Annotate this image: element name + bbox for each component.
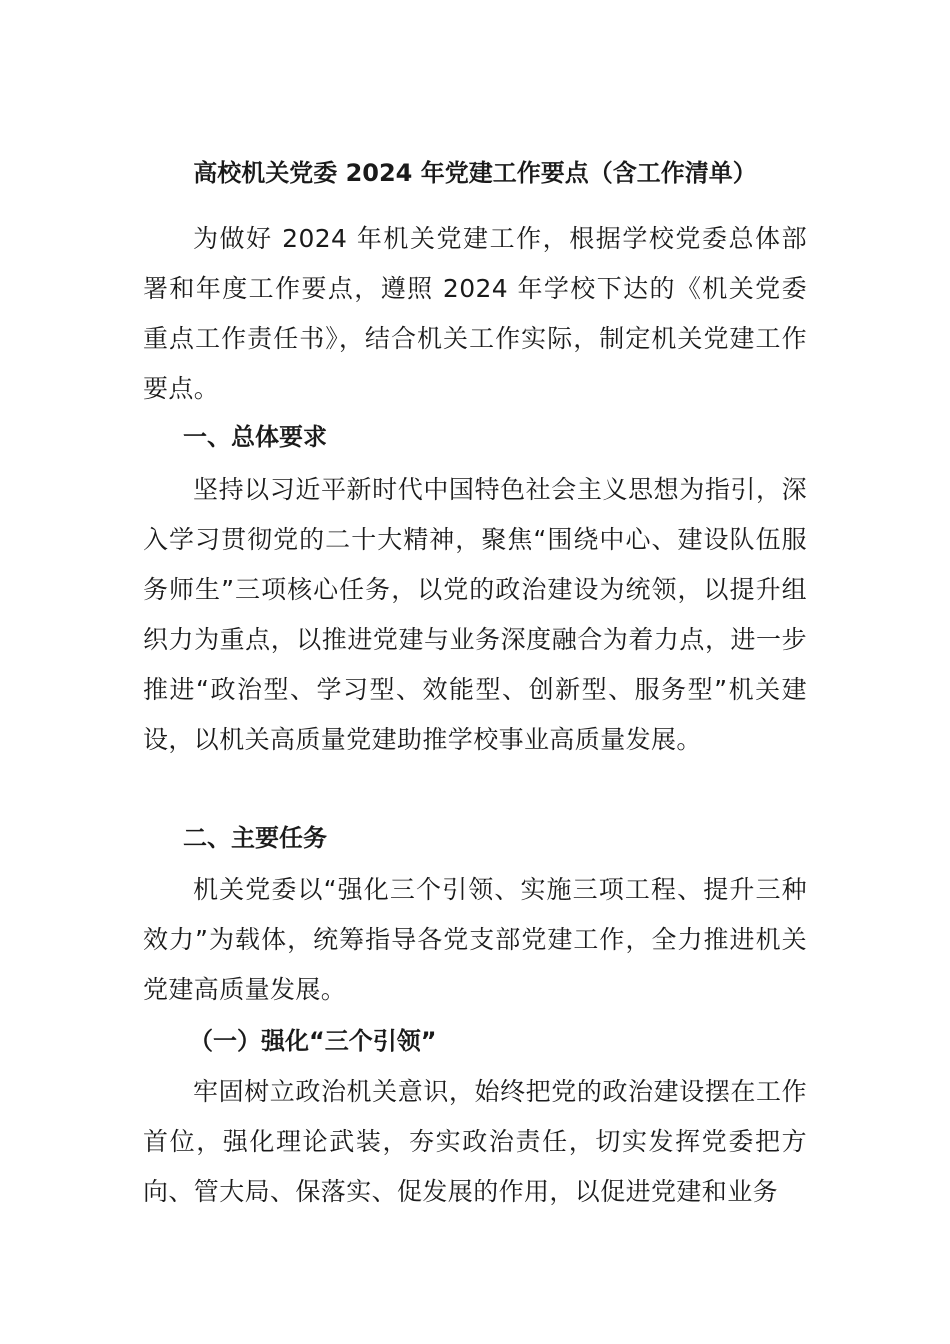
general-requirements-paragraph: 坚持以习近平新时代中国特色社会主义思想为指引，深入学习贯彻党的二十大精神，聚焦“围绕中心、建设队伍服务师生”三项核心任务，以党的政治建设为统领，以提升组织力为重点，以推进党建与业务深度融合为着力点，进一步推进“政治型、学习型、效能型、创新型、服务型”机关建设，以机关高质量党建助推学校事业高质量发展。 [143, 475, 807, 754]
intro-paragraph: 为做好 2024 年机关党建工作，根据学校党委总体部署和年度工作要点，遵照 2024 年学校下达的《机关党委重点工作责任书》，结合机关工作实际，制定机关党建工作要点。 [143, 224, 807, 403]
three-leads-paragraph: 牢固树立政治机关意识，始终把党的政治建设摆在工作首位，强化理论武装，夯实政治责任，切实发挥党委把方向、管大局、保落实、促发展的作用，以促进党建和业务 [143, 1077, 807, 1206]
document-title: 高校机关党委 2024 年党建工作要点（含工作清单） [193, 159, 757, 187]
section-heading-general-requirements: 一、总体要求 [183, 423, 327, 451]
section-heading-main-tasks: 二、主要任务 [183, 824, 327, 852]
main-tasks-paragraph: 机关党委以“强化三个引领、实施三项工程、提升三种效力”为载体，统筹指导各党支部党建工作，全力推进机关党建高质量发展。 [143, 875, 807, 1004]
subsection-heading-three-leads: （一）强化“三个引领” [189, 1027, 437, 1055]
